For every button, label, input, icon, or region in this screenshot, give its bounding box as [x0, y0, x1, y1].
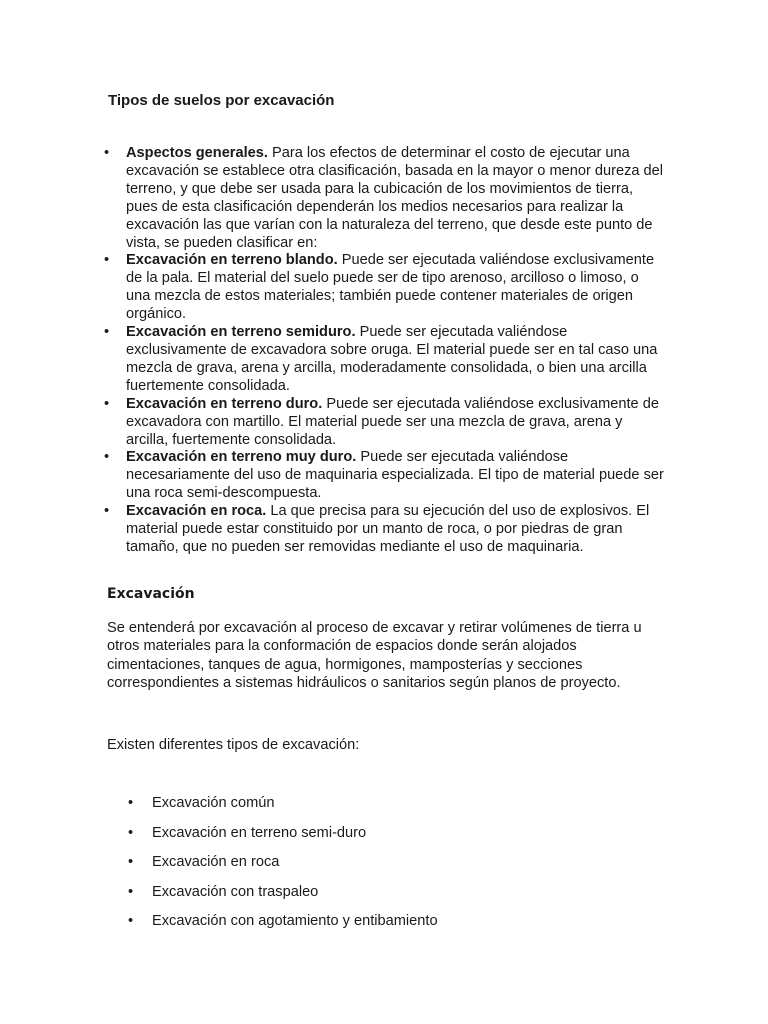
list-item-text: Puede ser ejecutada valiéndose exclusivamente de excavadora con martillo. El material puede ser una mezcla de grava, arena y arcilla, fuertemente consolidada. — [126, 395, 659, 448]
bullet-icon: • — [128, 913, 134, 929]
list-item — [104, 503, 664, 557]
list-item-text: La que precisa para su ejecución del uso de explosivos. El material puede estar constituido por un manto de roca, o por piedras de gran tamaño, que no pueden ser removidas mediante el uso de maquinaria. — [126, 503, 650, 555]
list-item-text: Para los efectos de determinar el costo de ejecutar una excavación se establece otra clasificación, basada en la mayor o menor dureza del terreno, y que debe ser usada para la cubicación de los movimientos de tierra, pues de esta clasificación dependerán los medios necesarios para realizar la excavación las que varían con la naturaleza del terreno, que desde este punto de vista, se pueden clasificar en: — [126, 145, 664, 251]
bullet-icon: • — [104, 324, 110, 341]
list-item — [128, 795, 438, 825]
list-item-text: Puede ser ejecutada valiéndose necesariamente del uso de maquinaria especializada. El tipo de material puede ser una roca semi-descompuesta. — [126, 449, 664, 502]
excavation-types-list — [128, 795, 438, 943]
list-item-term: Excavación en terreno duro. — [126, 395, 323, 412]
types-intro: Existen diferentes tipos de excavación: — [107, 737, 360, 753]
list-item — [104, 449, 664, 503]
list-item — [104, 252, 664, 324]
list-item-term: Excavación en terreno blando. — [126, 252, 338, 269]
bullet-icon: • — [128, 854, 134, 870]
list-item-text: Excavación con traspaleo — [152, 883, 319, 900]
list-item — [128, 884, 438, 914]
bullet-icon: • — [128, 795, 134, 811]
bullet-icon: • — [104, 252, 110, 269]
section-heading: Excavación — [107, 586, 195, 602]
soil-types-list — [104, 145, 664, 557]
list-item-term: Excavación en roca. — [126, 503, 267, 520]
bullet-icon: • — [128, 883, 134, 900]
list-item-term: Excavación en terreno semiduro. — [126, 324, 356, 341]
list-item — [104, 145, 664, 252]
bullet-icon: • — [104, 449, 110, 466]
list-item — [104, 396, 664, 450]
bullet-icon: • — [128, 824, 134, 841]
list-item-text: Puede ser ejecutada valiéndose exclusivamente de excavadora sobre oruga. El material puede ser en tal caso una mezcla de grava, arena y arcilla, moderadamente consolidada, o bien una arcilla fuertemente consolidada. — [126, 324, 658, 394]
list-item — [128, 913, 438, 943]
list-item — [104, 324, 664, 396]
bullet-icon: • — [104, 145, 110, 161]
list-item-text: Excavación en roca — [152, 854, 280, 870]
list-item-term: Excavación en terreno muy duro. — [126, 449, 357, 466]
list-item-text: Puede ser ejecutada valiéndose exclusivamente de la pala. El material del suelo puede ser de tipo arenoso, arcilloso o limoso, o una mezcla de estos materiales; también puede contener materiales de origen orgánico. — [126, 252, 655, 323]
list-item — [128, 854, 438, 884]
list-item-text: Excavación con agotamiento y entibamiento — [152, 913, 438, 929]
list-item — [128, 825, 438, 855]
list-item-text: Excavación común — [152, 795, 275, 811]
list-item-text: Excavación en terreno semi-duro — [152, 824, 367, 841]
list-item-term: Aspectos generales. — [126, 145, 268, 161]
section-paragraph: Se entenderá por excavación al proceso de excavar y retirar volúmenes de tierra u otros materiales para la conformación de espacios donde serán alojados cimentaciones, tanques de agua, hormigones, mamposterías y secciones correspondientes a sistemas hidráulicos o sanitarios según planos de proyecto. — [107, 620, 642, 691]
bullet-icon: • — [104, 395, 110, 412]
bullet-icon: • — [104, 503, 110, 520]
page-title: Tipos de suelos por excavación — [108, 92, 335, 109]
